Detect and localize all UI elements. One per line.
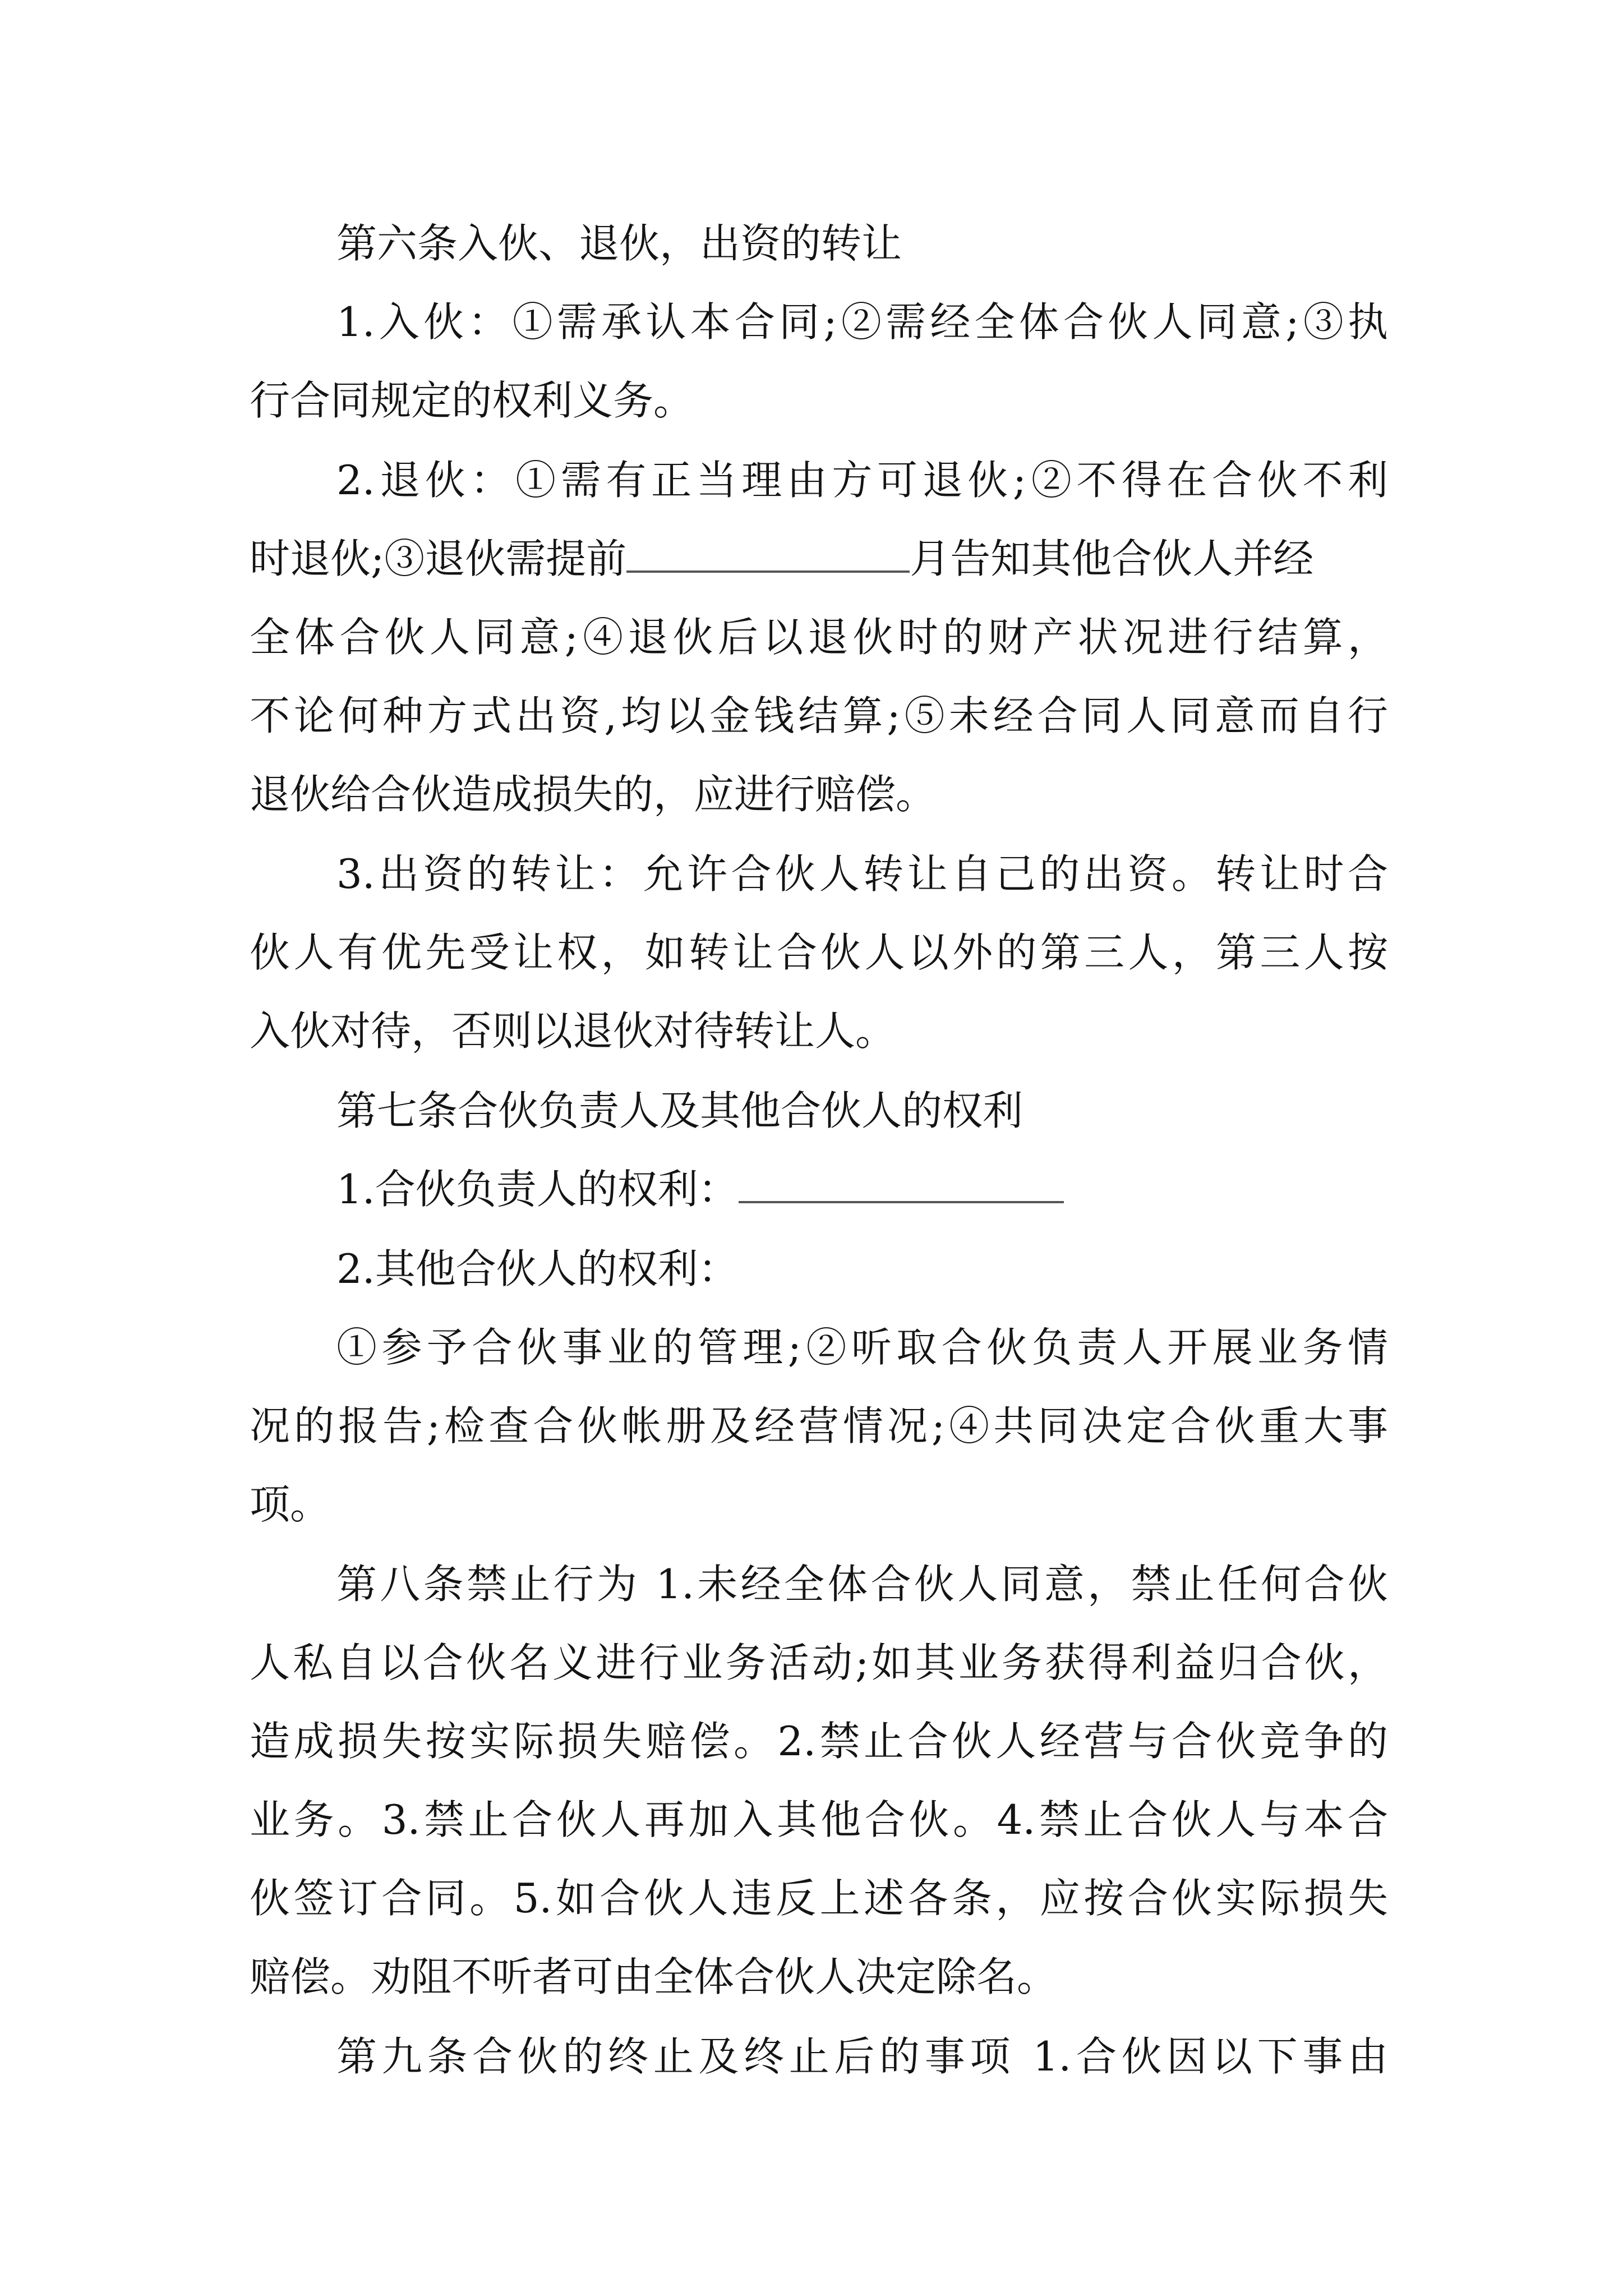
section-heading-9: 第九条合伙的终止及终止后的事项 1.合伙因以下事由: [336, 2033, 1388, 2080]
paragraph-line: 1.入伙：①需承认本合同;②需经全体合伙人同意;③执: [336, 298, 1388, 346]
paragraph-line: 况的报告;检查合伙帐册及经营情况;④共同决定合伙重大事: [250, 1402, 1388, 1450]
paragraph-line: 人私自以合伙名义进行业务活动;如其业务获得利益归合伙，: [250, 1639, 1388, 1686]
paragraph-line: 伙人有优先受让权，如转让合伙人以外的第三人，第三人按: [250, 929, 1388, 976]
paragraph-line: 2.其他合伙人的权利：: [336, 1245, 739, 1292]
fill-in-blank[interactable]: [739, 1162, 1064, 1203]
paragraph-line-with-blank: [250, 1150, 1388, 1228]
paragraph-line: 业务。3.禁止合伙人再加入其他合伙。4.禁止合伙人与本合: [250, 1796, 1388, 1843]
paragraph-line: 2.退伙：①需有正当理由方可退伙;②不得在合伙不利: [336, 457, 1388, 504]
paragraph-line-with-blank: [250, 519, 1388, 598]
section-heading-7: 第七条合伙负责人及其他合伙人的权利: [336, 1087, 1023, 1134]
paragraph-line: 全体合伙人同意;④退伙后以退伙时的财产状况进行结算，: [250, 614, 1388, 661]
text-segment: 月告知其他合伙人并经: [910, 535, 1314, 582]
paragraph-line: 项。: [250, 1481, 331, 1528]
paragraph-line: 行合同规定的权利义务。: [250, 377, 694, 424]
paragraph-line: ①参予合伙事业的管理;②听取合伙负责人开展业务情: [336, 1324, 1388, 1371]
paragraph-line: 入伙对待，否则以退伙对待转让人。: [250, 1007, 896, 1055]
paragraph-line: 造成损失按实际损失赔偿。2.禁止合伙人经营与合伙竞争的: [250, 1718, 1388, 1765]
paragraph-line: 3.出资的转让：允许合伙人转让自己的出资。转让时合: [336, 850, 1388, 898]
text-segment: 1.合伙负责人的权利：: [336, 1166, 739, 1213]
paragraph-line: 赔偿。劝阻不听者可由全体合伙人决定除名。: [250, 1953, 1058, 2000]
paragraph-line: 退伙给合伙造成损失的，应进行赔偿。: [250, 771, 937, 818]
section-heading-8: 第八条禁止行为 1.未经全体合伙人同意，禁止任何合伙: [336, 1561, 1388, 1608]
paragraph-line: 伙签订合同。5.如合伙人违反上述各条，应按合伙实际损失: [250, 1875, 1388, 1922]
fill-in-blank[interactable]: [626, 531, 910, 573]
section-heading-6: 第六条入伙、退伙，出资的转让: [336, 220, 902, 267]
paragraph-line: 不论何种方式出资,均以金钱结算;⑤未经合同人同意而自行: [250, 692, 1388, 739]
text-segment: 时退伙;③退伙需提前: [250, 535, 627, 582]
